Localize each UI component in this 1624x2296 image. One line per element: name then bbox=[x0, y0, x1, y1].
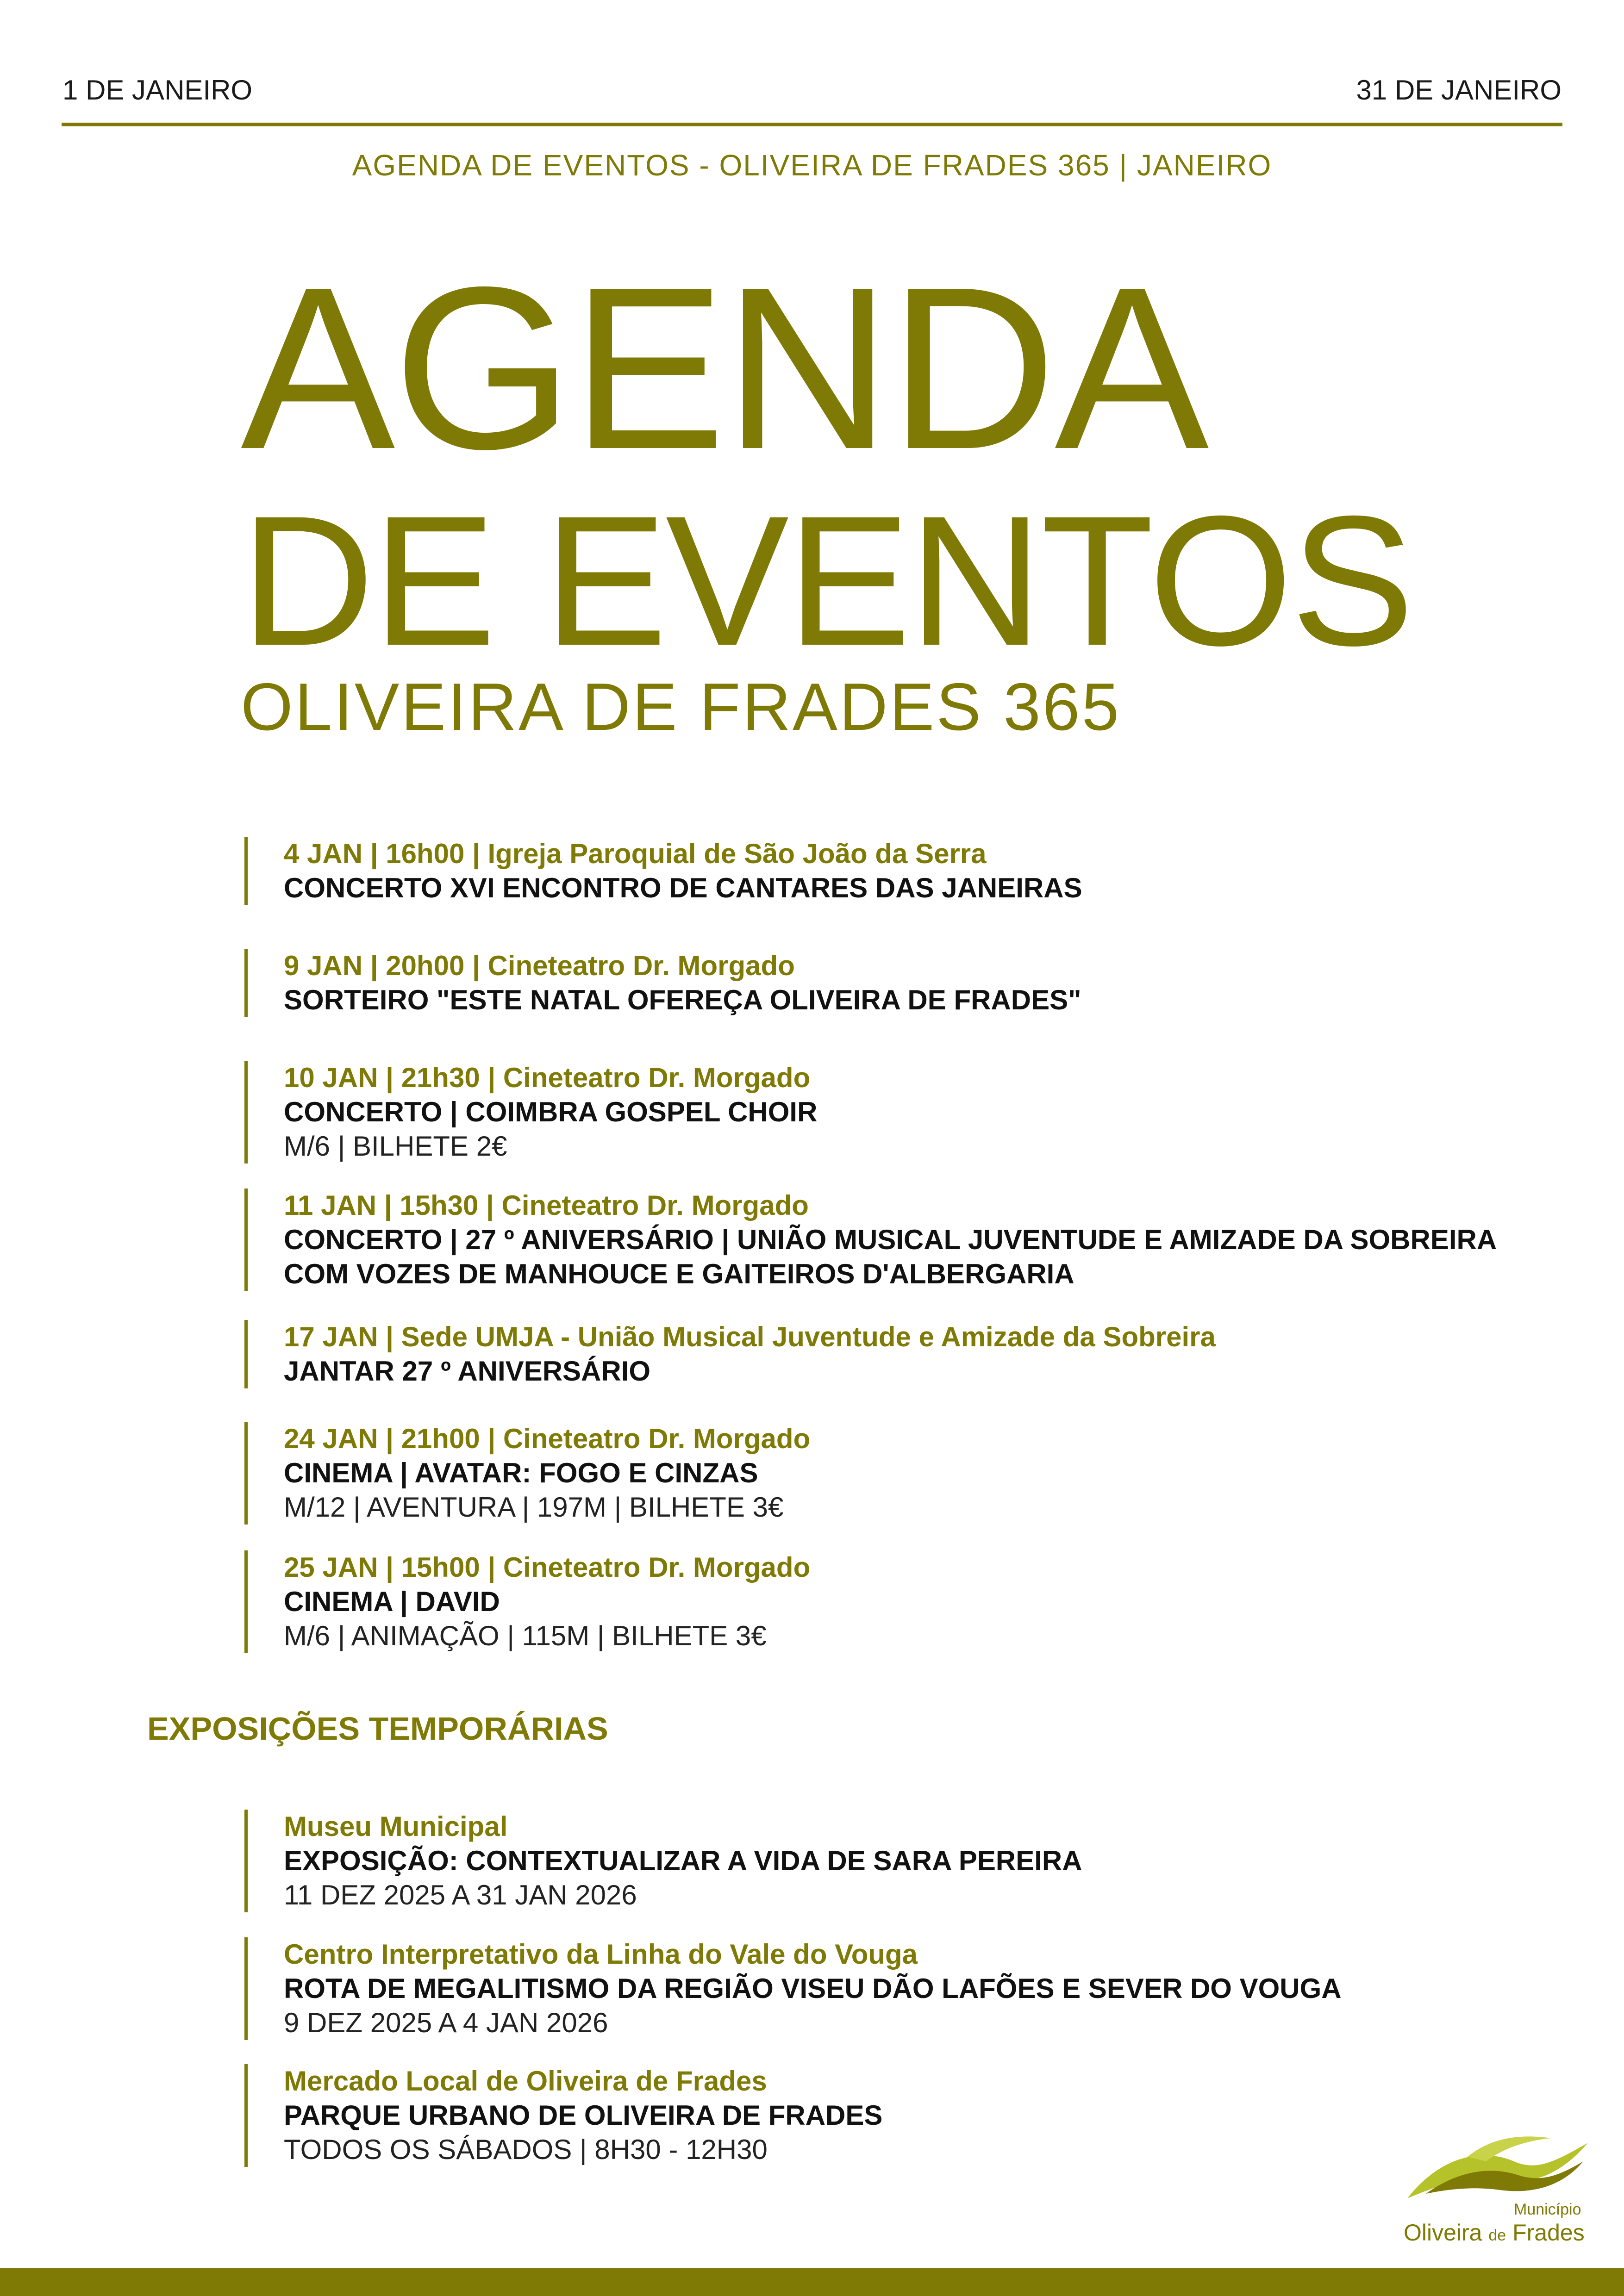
event-meta: 17 JAN | Sede UMJA - União Musical Juventude e Amizade da Sobreira bbox=[284, 1321, 1216, 1352]
event-info: M/6 | BILHETE 2€ bbox=[284, 1131, 507, 1162]
event-info: M/6 | ANIMAÇÃO | 115M | BILHETE 3€ bbox=[284, 1620, 767, 1651]
logo-name bbox=[1404, 2219, 1585, 2246]
event-meta: 10 JAN | 21h30 | Cineteatro Dr. Morgado bbox=[284, 1062, 811, 1093]
exhibition-venue: Museu Municipal bbox=[284, 1811, 508, 1842]
event-meta: 24 JAN | 21h00 | Cineteatro Dr. Morgado bbox=[284, 1423, 811, 1454]
exhibition-item bbox=[244, 1810, 1082, 1912]
event-meta: 4 JAN | 16h00 | Igreja Paroquial de São João da Serra bbox=[284, 838, 987, 869]
start-date: 1 DE JANEIRO bbox=[62, 75, 253, 106]
event-item bbox=[244, 1550, 810, 1653]
header-divider bbox=[62, 123, 1562, 126]
event-item bbox=[244, 1320, 1216, 1388]
event-title: CINEMA | AVATAR: FOGO E CINZAS bbox=[284, 1457, 758, 1488]
logo-name-de: de bbox=[1488, 2227, 1506, 2244]
event-title: CONCERTO XVI ENCONTRO DE CANTARES DAS JANEIRAS bbox=[284, 872, 1082, 903]
logo-subtitle: Município bbox=[1514, 2201, 1581, 2218]
event-item bbox=[244, 837, 1082, 905]
exhibition-venue: Centro Interpretativo da Linha do Vale do Vouga bbox=[284, 1939, 918, 1970]
event-item bbox=[244, 949, 1081, 1017]
event-title-continued: COM VOZES DE MANHOUCE E GAITEIROS D'ALBERGARIA bbox=[284, 1258, 1074, 1289]
exhibition-schedule: TODOS OS SÁBADOS | 8H30 - 12H30 bbox=[284, 2134, 768, 2165]
hills-logo-icon bbox=[1398, 2129, 1593, 2203]
exhibition-title: PARQUE URBANO DE OLIVEIRA DE FRADES bbox=[284, 2100, 883, 2131]
municipality-logo bbox=[1398, 2129, 1593, 2249]
event-meta: 25 JAN | 15h00 | Cineteatro Dr. Morgado bbox=[284, 1552, 811, 1583]
event-item bbox=[244, 1061, 817, 1164]
event-title: CINEMA | DAVID bbox=[284, 1586, 500, 1617]
exhibition-dates: 11 DEZ 2025 A 31 JAN 2026 bbox=[284, 1879, 637, 1910]
event-meta: 11 JAN | 15h30 | Cineteatro Dr. Morgado bbox=[284, 1190, 809, 1221]
event-title: SORTEIRO "ESTE NATAL OFEREÇA OLIVEIRA DE FRADES" bbox=[284, 984, 1081, 1015]
exhibitions-heading: EXPOSIÇÕES TEMPORÁRIAS bbox=[147, 1711, 608, 1747]
exhibition-item bbox=[244, 2064, 882, 2167]
event-meta: 9 JAN | 20h00 | Cineteatro Dr. Morgado bbox=[284, 950, 795, 981]
exhibition-item bbox=[244, 1937, 1342, 2040]
event-item bbox=[244, 1422, 810, 1524]
exhibition-venue: Mercado Local de Oliveira de Frades bbox=[284, 2066, 767, 2097]
footer-bar bbox=[0, 2268, 1624, 2296]
hero-title-line2: DE EVENTOS bbox=[241, 477, 1413, 684]
event-item bbox=[244, 1188, 1497, 1291]
exhibition-dates: 9 DEZ 2025 A 4 JAN 2026 bbox=[284, 2007, 608, 2038]
hero-title-line3: OLIVEIRA DE FRADES 365 bbox=[241, 669, 1121, 744]
event-info: M/12 | AVENTURA | 197M | BILHETE 3€ bbox=[284, 1492, 784, 1523]
exhibition-title: ROTA DE MEGALITISMO DA REGIÃO VISEU DÃO LAFÕES E SEVER DO VOUGA bbox=[284, 1973, 1342, 2004]
exhibition-title: EXPOSIÇÃO: CONTEXTUALIZAR A VIDA DE SARA PEREIRA bbox=[284, 1845, 1082, 1876]
logo-name-part: Oliveira bbox=[1404, 2220, 1489, 2246]
event-title: JANTAR 27 º ANIVERSÁRIO bbox=[284, 1356, 651, 1387]
end-date: 31 DE JANEIRO bbox=[1356, 75, 1562, 106]
event-title: CONCERTO | COIMBRA GOSPEL CHOIR bbox=[284, 1096, 818, 1127]
hero-title-line1: AGENDA bbox=[241, 238, 1207, 497]
logo-name-part: Frades bbox=[1506, 2220, 1585, 2246]
event-title: CONCERTO | 27 º ANIVERSÁRIO | UNIÃO MUSICAL JUVENTUDE E AMIZADE DA SOBREIRA bbox=[284, 1224, 1497, 1255]
page-subtitle: AGENDA DE EVENTOS - OLIVEIRA DE FRADES 365 | JANEIRO bbox=[352, 149, 1272, 182]
